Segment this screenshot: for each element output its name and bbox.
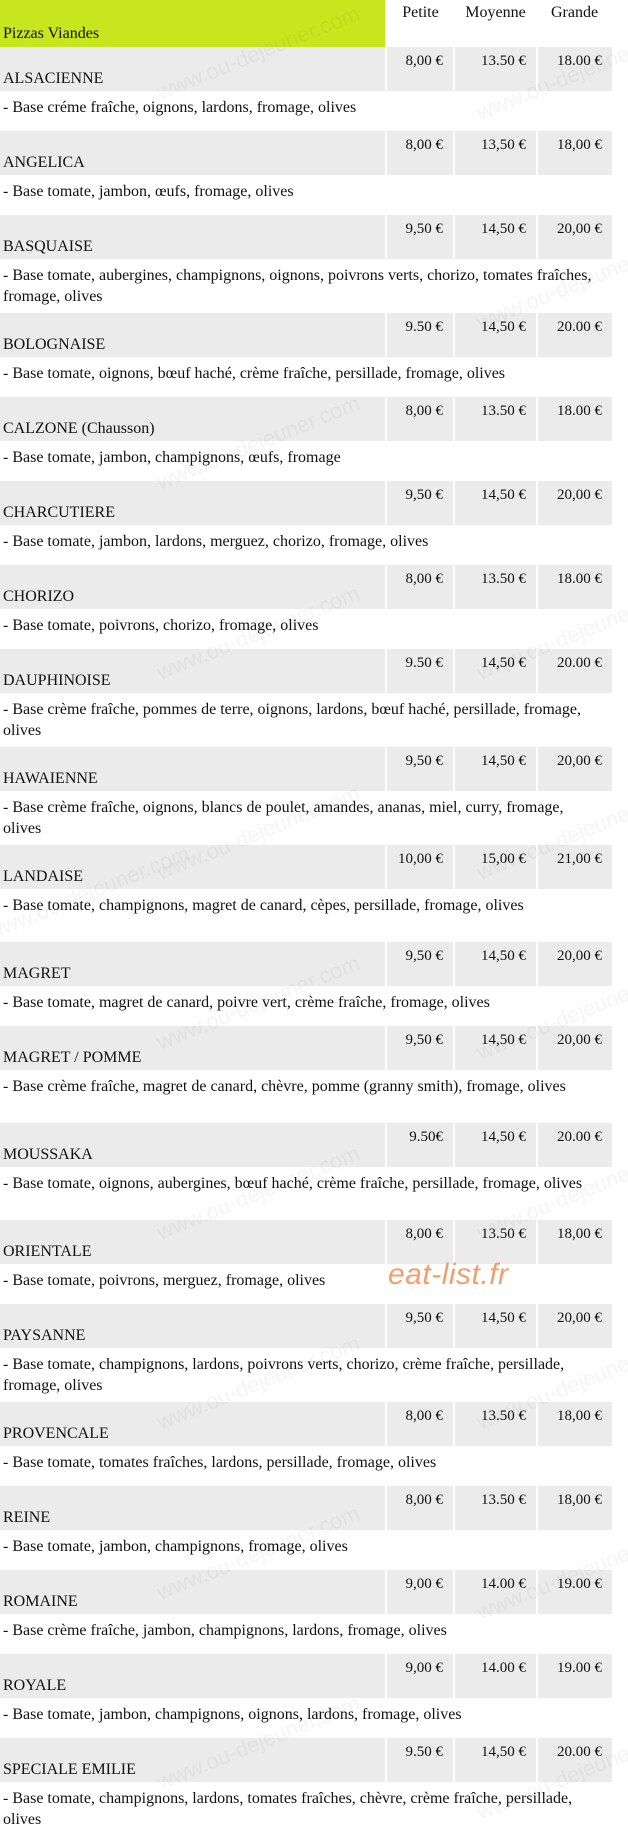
price-grande: 19.00 € — [537, 1570, 612, 1614]
pizza-price-row — [0, 1123, 612, 1167]
pizza-description: - Base tomate, magret de canard, poivre vert, crème fraîche, fromage, olives — [0, 986, 612, 1026]
price-moyenne: 13.50 € — [454, 1486, 537, 1530]
price-petite: 9,50 € — [386, 1304, 454, 1348]
price-grande: 18,00 € — [537, 131, 612, 175]
price-moyenne: 13.50 € — [454, 1402, 537, 1446]
price-petite: 9,00 € — [386, 1570, 454, 1614]
pizza-description: - Base tomate, aubergines, champignons, oignons, poivrons verts, chorizo, tomates fraîches, fromage, olives — [0, 259, 612, 313]
pizza-price-row — [0, 481, 612, 525]
pizza-description-row — [0, 1167, 612, 1220]
pizza-price-row — [0, 47, 612, 91]
pizza-name: MOUSSAKA — [0, 1123, 386, 1167]
pizza-description-row — [0, 791, 612, 845]
pizza-description-row — [0, 1348, 612, 1402]
pizza-description-row — [0, 175, 612, 215]
price-grande: 20.00 € — [537, 1123, 612, 1167]
pizza-price-row — [0, 845, 612, 889]
price-petite: 8,00 € — [386, 1486, 454, 1530]
pizza-description: - Base crème fraîche, magret de canard, chèvre, pomme (granny smith), fromage, olives — [0, 1070, 612, 1123]
pizza-description: - Base tomate, champignons, magret de canard, cèpes, persillade, fromage, olives — [0, 889, 612, 942]
price-petite: 9,50 € — [386, 1026, 454, 1070]
pizza-description-row — [0, 1614, 612, 1654]
price-moyenne: 14,50 € — [454, 1026, 537, 1070]
price-moyenne: 13.50 € — [454, 1220, 537, 1264]
price-grande: 20.00 € — [537, 313, 612, 357]
pizza-name: PROVENCALE — [0, 1402, 386, 1446]
price-grande: 18,00 € — [537, 1220, 612, 1264]
pizza-price-row — [0, 1738, 612, 1782]
price-moyenne: 13.50 € — [454, 565, 537, 609]
pizza-description: - Base tomate, champignons, lardons, poivrons verts, chorizo, crème fraîche, persillade, fromage, olives — [0, 1348, 612, 1402]
price-moyenne: 14,50 € — [454, 313, 537, 357]
pizza-description: - Base tomate, jambon, œufs, fromage, olives — [0, 175, 612, 215]
price-grande: 20,00 € — [537, 1304, 612, 1348]
price-petite: 8,00 € — [386, 47, 454, 91]
price-moyenne: 13.50 € — [454, 397, 537, 441]
pizza-description-row — [0, 1782, 612, 1836]
pizza-description: - Base crème fraîche, pommes de terre, oignons, lardons, bœuf haché, persillade, fromage, olives — [0, 693, 612, 747]
price-grande: 20,00 € — [537, 1026, 612, 1070]
price-petite: 9,50 € — [386, 942, 454, 986]
pizza-description: - Base tomate, poivrons, merguez, fromage, olives — [0, 1264, 612, 1304]
pizza-description: - Base créme fraîche, oignons, lardons, fromage, olives — [0, 91, 612, 131]
pizza-description: - Base tomate, jambon, champignons, oignons, lardons, fromage, olives — [0, 1698, 612, 1738]
pizza-name: HAWAIENNE — [0, 747, 386, 791]
price-petite: 9.50€ — [386, 1123, 454, 1167]
pizza-price-row — [0, 1304, 612, 1348]
price-grande: 20.00 € — [537, 649, 612, 693]
pizza-description: - Base tomate, jambon, lardons, merguez, chorizo, fromage, olives — [0, 525, 612, 565]
price-grande: 18.00 € — [537, 565, 612, 609]
pizza-description: - Base tomate, tomates fraîches, lardons, persillade, fromage, olives — [0, 1446, 612, 1486]
pizza-name: LANDAISE — [0, 845, 386, 889]
pizza-description-row — [0, 441, 612, 481]
pizza-name: SPECIALE EMILIE — [0, 1738, 386, 1782]
price-petite: 9,50 € — [386, 215, 454, 259]
pizza-description: - Base tomate, poivrons, chorizo, fromage, olives — [0, 609, 612, 649]
price-moyenne: 14,50 € — [454, 1738, 537, 1782]
price-moyenne: 13.50 € — [454, 47, 537, 91]
price-grande: 20,00 € — [537, 481, 612, 525]
pizza-name: CHORIZO — [0, 565, 386, 609]
price-moyenne: 14.00 € — [454, 1654, 537, 1698]
price-petite: 8,00 € — [386, 1220, 454, 1264]
pizza-price-row — [0, 1486, 612, 1530]
pizza-price-row — [0, 313, 612, 357]
price-petite: 9,50 € — [386, 481, 454, 525]
pizza-price-row — [0, 397, 612, 441]
pizza-description: - Base tomate, jambon, champignons, fromage, olives — [0, 1530, 612, 1570]
price-grande: 19.00 € — [537, 1654, 612, 1698]
pizza-name: ORIENTALE — [0, 1220, 386, 1264]
pizza-description-row — [0, 91, 612, 131]
pizza-price-row — [0, 942, 612, 986]
pizza-description-row — [0, 357, 612, 397]
price-petite: 9.50 € — [386, 649, 454, 693]
pizza-description-row — [0, 609, 612, 649]
price-petite: 8,00 € — [386, 131, 454, 175]
price-petite: 9.50 € — [386, 1738, 454, 1782]
price-grande: 18,00 € — [537, 1486, 612, 1530]
price-petite: 8,00 € — [386, 1402, 454, 1446]
price-moyenne: 14,50 € — [454, 481, 537, 525]
pizza-price-row — [0, 1402, 612, 1446]
category-title: Pizzas Viandes — [0, 0, 386, 47]
price-petite: 8,00 € — [386, 397, 454, 441]
pizza-description-row — [0, 525, 612, 565]
pizza-description: - Base tomate, champignons, lardons, tomates fraîches, chèvre, crème fraîche, persillade, olives — [0, 1782, 612, 1836]
pizza-description: - Base tomate, jambon, champignons, œufs, fromage — [0, 441, 612, 481]
price-moyenne: 14,50 € — [454, 215, 537, 259]
pizza-description-row — [0, 1264, 612, 1304]
pizza-name: ROMAINE — [0, 1570, 386, 1614]
pizza-name: ALSACIENNE — [0, 47, 386, 91]
price-petite: 9,00 € — [386, 1654, 454, 1698]
price-moyenne: 14.00 € — [454, 1570, 537, 1614]
price-moyenne: 13,50 € — [454, 131, 537, 175]
price-moyenne: 14,50 € — [454, 747, 537, 791]
price-petite: 8,00 € — [386, 565, 454, 609]
pizza-price-row — [0, 131, 612, 175]
price-grande: 18,00 € — [537, 1402, 612, 1446]
pizza-price-row — [0, 747, 612, 791]
pizza-description-row — [0, 693, 612, 747]
pizza-name: BASQUAISE — [0, 215, 386, 259]
pizza-price-row — [0, 565, 612, 609]
price-grande: 20,00 € — [537, 942, 612, 986]
pizza-description-row — [0, 1446, 612, 1486]
pizza-price-row — [0, 215, 612, 259]
pizza-description-row — [0, 259, 612, 313]
price-grande: 21,00 € — [537, 845, 612, 889]
price-moyenne: 14,50 € — [454, 649, 537, 693]
pizza-name: MAGRET / POMME — [0, 1026, 386, 1070]
pizza-name: REINE — [0, 1486, 386, 1530]
pizza-name: ROYALE — [0, 1654, 386, 1698]
size-header-moyenne: Moyenne — [454, 0, 537, 47]
pizza-description-row — [0, 1698, 612, 1738]
menu-header-row — [0, 0, 612, 47]
size-header-petite: Petite — [386, 0, 454, 47]
price-moyenne: 14,50 € — [454, 942, 537, 986]
pizza-description-row — [0, 1070, 612, 1123]
pizza-price-row — [0, 1220, 612, 1264]
pizza-name: ANGELICA — [0, 131, 386, 175]
price-petite: 9,50 € — [386, 747, 454, 791]
pizza-description: - Base crème fraîche, jambon, champignons, lardons, fromage, olives — [0, 1614, 612, 1654]
price-moyenne: 15,00 € — [454, 845, 537, 889]
pizza-name: CHARCUTIERE — [0, 481, 386, 525]
pizza-price-row — [0, 1026, 612, 1070]
pizza-price-row — [0, 649, 612, 693]
price-grande: 18.00 € — [537, 47, 612, 91]
brand-watermark: eat-list.fr — [388, 1258, 509, 1291]
price-grande: 20,00 € — [537, 747, 612, 791]
pizza-description: - Base crème fraîche, oignons, blancs de poulet, amandes, ananas, miel, curry, fromage, olives — [0, 791, 612, 845]
size-header-grande: Grande — [537, 0, 612, 47]
price-petite: 10,00 € — [386, 845, 454, 889]
pizza-description: - Base tomate, oignons, aubergines, bœuf haché, crème fraîche, persillade, fromage, olives — [0, 1167, 612, 1220]
pizza-price-row — [0, 1654, 612, 1698]
pizza-description-row — [0, 1530, 612, 1570]
price-moyenne: 14,50 € — [454, 1304, 537, 1348]
pizza-description-row — [0, 986, 612, 1026]
price-grande: 18.00 € — [537, 397, 612, 441]
pizza-name: PAYSANNE — [0, 1304, 386, 1348]
pizza-name: DAUPHINOISE — [0, 649, 386, 693]
pizza-price-row — [0, 1570, 612, 1614]
pizza-name: BOLOGNAISE — [0, 313, 386, 357]
pizza-description: - Base tomate, oignons, bœuf haché, crème fraîche, persillade, fromage, olives — [0, 357, 612, 397]
pizza-description-row — [0, 889, 612, 942]
pizza-name: CALZONE (Chausson) — [0, 397, 386, 441]
price-grande: 20.00 € — [537, 1738, 612, 1782]
price-moyenne: 14,50 € — [454, 1123, 537, 1167]
pizza-name: MAGRET — [0, 942, 386, 986]
price-petite: 9.50 € — [386, 313, 454, 357]
price-grande: 20,00 € — [537, 215, 612, 259]
